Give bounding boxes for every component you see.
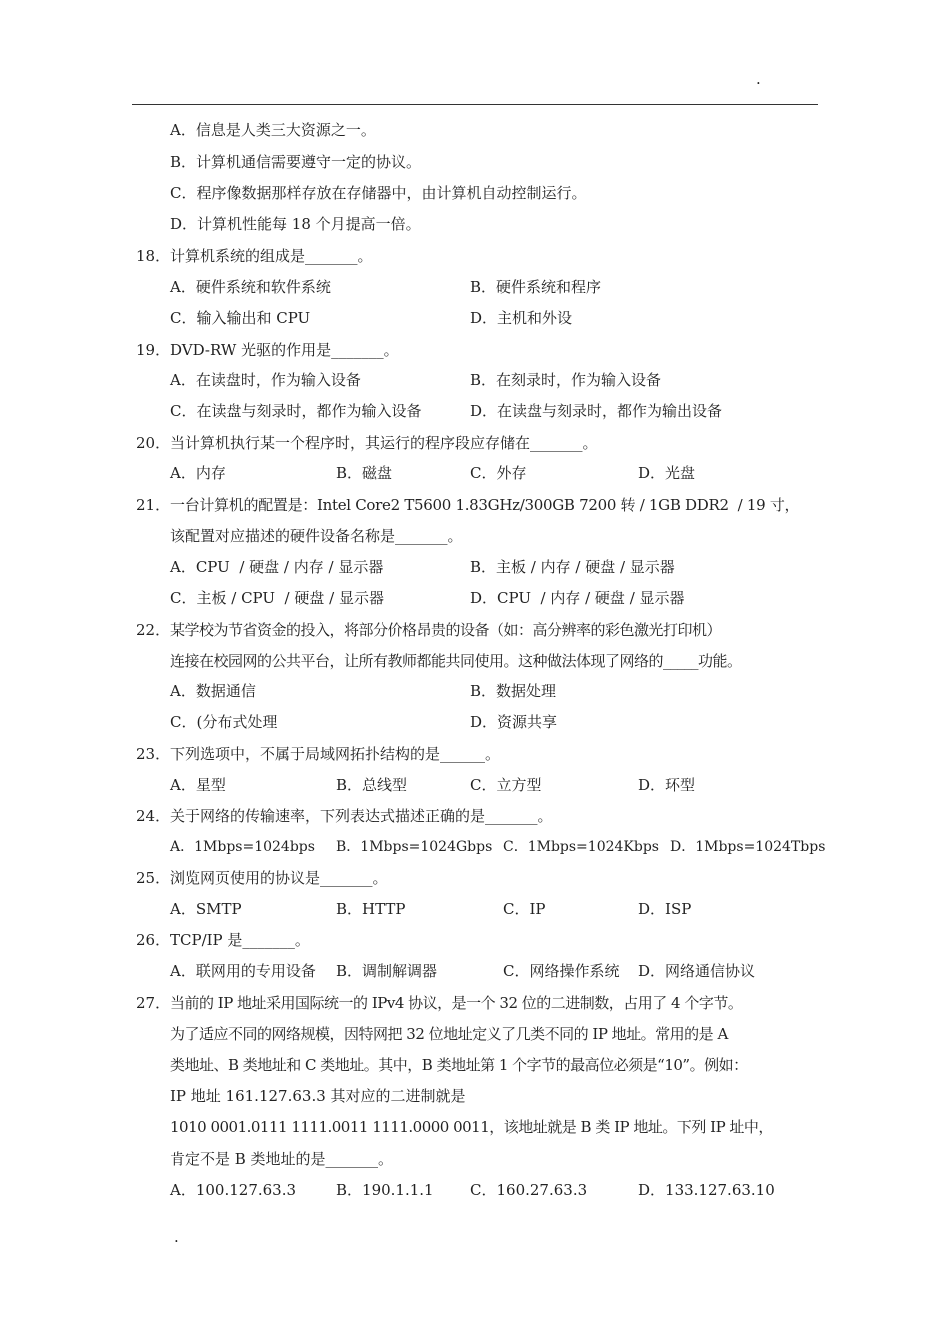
q24-option-d: D．1Mbps=1024Tbps: [670, 839, 826, 855]
q23-option-b: B．总线型: [336, 776, 408, 794]
q20-number: 20．: [136, 434, 171, 452]
q23-text: 下列选项中，不属于局域网拓扑结构的是______。: [170, 745, 501, 763]
q22-text-line2: 连接在校园网的公共平台，让所有教师都能共同使用。这种做法体现了网络的_____功能。: [170, 652, 742, 670]
q24-number: 24．: [136, 807, 171, 825]
header-rule: [132, 104, 818, 105]
q19-number: 19．: [136, 341, 171, 359]
footer-dot: .: [174, 1228, 179, 1246]
q22-number: 22．: [136, 621, 171, 639]
q18-option-b: B．硬件系统和程序: [470, 278, 602, 296]
q19-option-a: A．在读盘时，作为输入设备: [170, 371, 361, 389]
q21-option-a: A．CPU / 硬盘 / 内存 / 显示器: [170, 558, 384, 576]
q26-option-d: D．网络通信协议: [638, 962, 756, 980]
q21-text-line2: 该配置对应描述的硬件设备名称是_______。: [170, 527, 463, 545]
q20-option-c: C．外存: [470, 464, 527, 482]
q27-text-line6: 肯定不是 B 类地址的是_______。: [170, 1150, 394, 1168]
q23-number: 23．: [136, 745, 171, 763]
q20-option-a: A．内存: [170, 464, 226, 482]
q27-option-d: D．133.127.63.10: [638, 1181, 775, 1199]
q22-option-d: D．资源共享: [470, 713, 558, 731]
q21-text-line1: 一台计算机的配置是：Intel Core2 T5600 1.83GHz/300GB 7200 转 / 1GB DDR2 / 19 寸，: [170, 496, 800, 514]
q17-option-b: B．计算机通信需要遵守一定的协议。: [170, 153, 422, 171]
q26-number: 26．: [136, 931, 171, 949]
q22-option-a: A．数据通信: [170, 682, 256, 700]
q20-option-b: B．磁盘: [336, 464, 393, 482]
q18-option-d: D．主机和外设: [470, 309, 573, 327]
q26-option-c: C．网络操作系统: [503, 962, 620, 980]
header-dot: .: [756, 70, 761, 88]
q18-text: 计算机系统的组成是_______。: [170, 247, 373, 265]
q20-text: 当计算机执行某一个程序时，其运行的程序段应存储在_______。: [170, 434, 598, 452]
q25-option-a: A．SMTP: [170, 900, 242, 918]
q23-option-a: A．星型: [170, 776, 226, 794]
q17-option-d: D．计算机性能每 18 个月提高一倍。: [170, 215, 421, 233]
q24-option-c: C．1Mbps=1024Kbps: [503, 839, 659, 855]
q25-option-b: B．HTTP: [336, 900, 406, 918]
q27-text-line2: 为了适应不同的网络规模，因特网把 32 位地址定义了几类不同的 IP 地址。常用的是 A: [170, 1025, 728, 1043]
q18-option-c: C．输入输出和 CPU: [170, 309, 311, 327]
q27-text-line1: 当前的 IP 地址采用国际统一的 IPv4 协议，是一个 32 位的二进制数，占用了 4 个字节。: [170, 994, 743, 1012]
q24-option-b: B．1Mbps=1024Gbps: [336, 839, 493, 855]
q18-option-a: A．硬件系统和软件系统: [170, 278, 331, 296]
q19-option-d: D．在读盘与刻录时，都作为输出设备: [470, 402, 723, 420]
q27-option-a: A．100.127.63.3: [170, 1181, 297, 1199]
q22-text-line1: 某学校为节省资金的投入，将部分价格昂贵的设备（如：高分辨率的彩色激光打印机）: [170, 621, 722, 639]
q21-number: 21．: [136, 496, 171, 514]
q21-option-c: C．主板 / CPU / 硬盘 / 显示器: [170, 589, 384, 607]
q27-text-line4: IP 地址 161.127.63.3 其对应的二进制就是: [170, 1087, 466, 1105]
q25-option-d: D．ISP: [638, 900, 692, 918]
q25-number: 25．: [136, 869, 171, 887]
q19-text: DVD-RW 光驱的作用是_______。: [170, 341, 399, 359]
q27-text-line5: 1010 0001.0111 1111.0011 1111.0000 0011，该地址就是 B 类 IP 地址。下列 IP 址中，: [170, 1118, 773, 1136]
q18-number: 18．: [136, 247, 171, 265]
q22-option-c: C．(分布式处理: [170, 713, 278, 731]
q21-option-b: B．主板 / 内存 / 硬盘 / 显示器: [470, 558, 675, 576]
q27-text-line3: 类地址、B 类地址和 C 类地址。其中，B 类地址第 1 个字节的最高位必须是“10”。例如：: [170, 1056, 748, 1074]
q17-option-a: A．信息是人类三大资源之一。: [170, 121, 376, 139]
q19-option-b: B．在刻录时，作为输入设备: [470, 371, 662, 389]
q25-option-c: C．IP: [503, 900, 546, 918]
q23-option-d: D．环型: [638, 776, 696, 794]
q27-number: 27．: [136, 994, 171, 1012]
q26-option-a: A．联网用的专用设备: [170, 962, 316, 980]
q26-option-b: B．调制解调器: [336, 962, 438, 980]
q26-text: TCP/IP 是_______。: [170, 931, 310, 949]
q25-text: 浏览网页使用的协议是_______。: [170, 869, 388, 887]
q24-option-a: A．1Mbps=1024bps: [170, 839, 315, 855]
q27-option-b: B．190.1.1.1: [336, 1181, 434, 1199]
q17-option-c: C．程序像数据那样存放在存储器中，由计算机自动控制运行。: [170, 184, 587, 202]
q27-option-c: C．160.27.63.3: [470, 1181, 588, 1199]
q24-text: 关于网络的传输速率，下列表达式描述正确的是_______。: [170, 807, 553, 825]
q23-option-c: C．立方型: [470, 776, 542, 794]
q19-option-c: C．在读盘与刻录时，都作为输入设备: [170, 402, 422, 420]
q21-option-d: D．CPU / 内存 / 硬盘 / 显示器: [470, 589, 685, 607]
q22-option-b: B．数据处理: [470, 682, 557, 700]
q20-option-d: D．光盘: [638, 464, 696, 482]
